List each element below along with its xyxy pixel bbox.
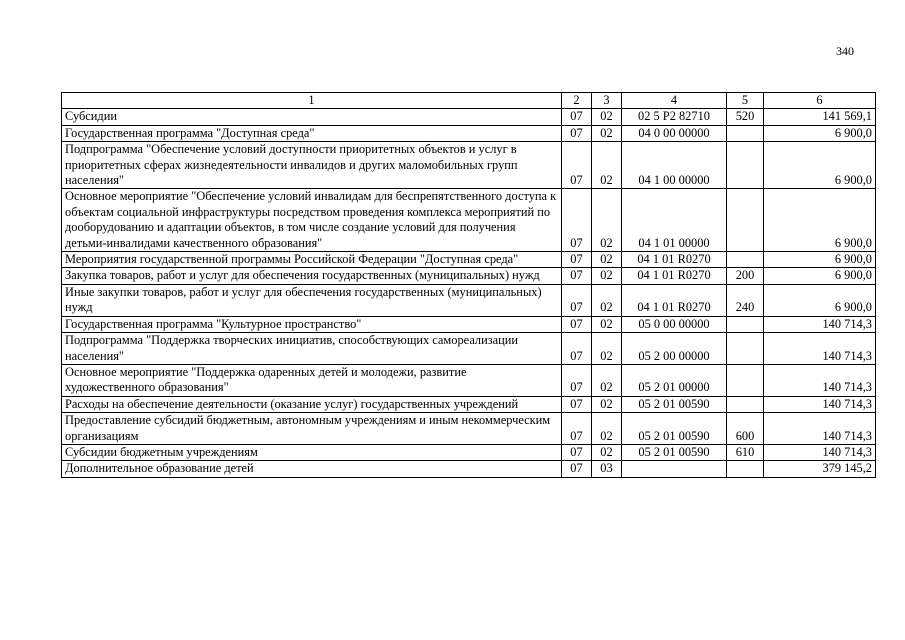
amount-cell: 140 714,3 bbox=[764, 444, 876, 460]
expense-type-cell bbox=[727, 364, 764, 396]
table-row bbox=[62, 284, 876, 316]
item-name-cell: Основное мероприятие "Обеспечение условий инвалидам для беспрепятственного доступа к объектам социальной инфраструктуры посредством проведения комплекса мероприятий по дооборудованию и адаптации объектов, в том числе создание условий для получения детьми-инвалидами качественного образования" bbox=[62, 189, 562, 252]
subsection-cell: 02 bbox=[592, 125, 622, 141]
section-cell: 07 bbox=[562, 125, 592, 141]
column-header: 4 bbox=[622, 93, 727, 109]
column-header: 5 bbox=[727, 93, 764, 109]
table-row bbox=[62, 252, 876, 268]
expense-type-cell bbox=[727, 396, 764, 412]
subsection-cell: 02 bbox=[592, 413, 622, 445]
target-code-cell: 02 5 P2 82710 bbox=[622, 109, 727, 125]
expense-type-cell bbox=[727, 252, 764, 268]
section-cell: 07 bbox=[562, 364, 592, 396]
amount-cell: 140 714,3 bbox=[764, 333, 876, 365]
item-name-cell: Подпрограмма "Поддержка творческих инициатив, способствующих самореализации населения" bbox=[62, 333, 562, 365]
target-code-cell: 04 1 01 R0270 bbox=[622, 284, 727, 316]
amount-cell: 379 145,2 bbox=[764, 461, 876, 477]
amount-cell: 6 900,0 bbox=[764, 284, 876, 316]
target-code-cell: 04 1 01 R0270 bbox=[622, 268, 727, 284]
section-cell: 07 bbox=[562, 316, 592, 332]
section-cell: 07 bbox=[562, 189, 592, 252]
subsection-cell: 02 bbox=[592, 396, 622, 412]
item-name-cell: Основное мероприятие "Поддержка одаренных детей и молодежи, развитие художественного образования" bbox=[62, 364, 562, 396]
table-header-row bbox=[62, 93, 876, 109]
table-row bbox=[62, 125, 876, 141]
amount-cell: 141 569,1 bbox=[764, 109, 876, 125]
column-header: 3 bbox=[592, 93, 622, 109]
subsection-cell: 02 bbox=[592, 109, 622, 125]
amount-cell: 6 900,0 bbox=[764, 189, 876, 252]
expense-type-cell bbox=[727, 189, 764, 252]
expense-type-cell: 600 bbox=[727, 413, 764, 445]
table-row bbox=[62, 461, 876, 477]
expense-type-cell: 610 bbox=[727, 444, 764, 460]
subsection-cell: 02 bbox=[592, 268, 622, 284]
table-row bbox=[62, 396, 876, 412]
expense-type-cell bbox=[727, 316, 764, 332]
column-header: 6 bbox=[764, 93, 876, 109]
target-code-cell: 05 2 01 00590 bbox=[622, 396, 727, 412]
section-cell: 07 bbox=[562, 461, 592, 477]
item-name-cell: Закупка товаров, работ и услуг для обеспечения государственных (муниципальных) нужд bbox=[62, 268, 562, 284]
expense-type-cell: 240 bbox=[727, 284, 764, 316]
column-header: 1 bbox=[62, 93, 562, 109]
subsection-cell: 02 bbox=[592, 316, 622, 332]
subsection-cell: 02 bbox=[592, 364, 622, 396]
table-row bbox=[62, 109, 876, 125]
section-cell: 07 bbox=[562, 268, 592, 284]
subsection-cell: 03 bbox=[592, 461, 622, 477]
target-code-cell: 05 2 01 00000 bbox=[622, 364, 727, 396]
subsection-cell: 02 bbox=[592, 333, 622, 365]
section-cell: 07 bbox=[562, 284, 592, 316]
section-cell: 07 bbox=[562, 333, 592, 365]
section-cell: 07 bbox=[562, 252, 592, 268]
item-name-cell: Расходы на обеспечение деятельности (оказание услуг) государственных учреждений bbox=[62, 396, 562, 412]
table-row bbox=[62, 142, 876, 189]
subsection-cell: 02 bbox=[592, 189, 622, 252]
item-name-cell: Иные закупки товаров, работ и услуг для обеспечения государственных (муниципальных) нужд bbox=[62, 284, 562, 316]
amount-cell: 140 714,3 bbox=[764, 316, 876, 332]
expense-type-cell: 200 bbox=[727, 268, 764, 284]
item-name-cell: Подпрограмма "Обеспечение условий доступности приоритетных объектов и услуг в приоритетных сферах жизнедеятельности инвалидов и других маломобильных групп населения" bbox=[62, 142, 562, 189]
item-name-cell: Дополнительное образование детей bbox=[62, 461, 562, 477]
section-cell: 07 bbox=[562, 396, 592, 412]
subsection-cell: 02 bbox=[592, 142, 622, 189]
expense-type-cell bbox=[727, 333, 764, 365]
item-name-cell: Мероприятия государственной программы Российской Федерации "Доступная среда" bbox=[62, 252, 562, 268]
table-row bbox=[62, 413, 876, 445]
table-row bbox=[62, 364, 876, 396]
budget-table bbox=[61, 92, 876, 478]
table-row bbox=[62, 444, 876, 460]
table-row bbox=[62, 333, 876, 365]
target-code-cell bbox=[622, 461, 727, 477]
amount-cell: 140 714,3 bbox=[764, 396, 876, 412]
amount-cell: 6 900,0 bbox=[764, 125, 876, 141]
target-code-cell: 04 1 00 00000 bbox=[622, 142, 727, 189]
item-name-cell: Субсидии bbox=[62, 109, 562, 125]
section-cell: 07 bbox=[562, 142, 592, 189]
expense-type-cell bbox=[727, 142, 764, 189]
subsection-cell: 02 bbox=[592, 284, 622, 316]
target-code-cell: 05 2 01 00590 bbox=[622, 444, 727, 460]
amount-cell: 6 900,0 bbox=[764, 268, 876, 284]
subsection-cell: 02 bbox=[592, 252, 622, 268]
item-name-cell: Предоставление субсидий бюджетным, автономным учреждениям и иным некоммерческим организациям bbox=[62, 413, 562, 445]
item-name-cell: Государственная программа "Доступная среда" bbox=[62, 125, 562, 141]
expense-type-cell bbox=[727, 125, 764, 141]
section-cell: 07 bbox=[562, 444, 592, 460]
target-code-cell: 05 2 00 00000 bbox=[622, 333, 727, 365]
target-code-cell: 04 0 00 00000 bbox=[622, 125, 727, 141]
amount-cell: 6 900,0 bbox=[764, 142, 876, 189]
section-cell: 07 bbox=[562, 413, 592, 445]
table-row bbox=[62, 189, 876, 252]
target-code-cell: 04 1 01 R0270 bbox=[622, 252, 727, 268]
target-code-cell: 05 2 01 00590 bbox=[622, 413, 727, 445]
column-header: 2 bbox=[562, 93, 592, 109]
amount-cell: 6 900,0 bbox=[764, 252, 876, 268]
table-row bbox=[62, 268, 876, 284]
expense-type-cell bbox=[727, 461, 764, 477]
target-code-cell: 04 1 01 00000 bbox=[622, 189, 727, 252]
item-name-cell: Субсидии бюджетным учреждениям bbox=[62, 444, 562, 460]
section-cell: 07 bbox=[562, 109, 592, 125]
target-code-cell: 05 0 00 00000 bbox=[622, 316, 727, 332]
item-name-cell: Государственная программа "Культурное пространство" bbox=[62, 316, 562, 332]
page-number: 340 bbox=[836, 44, 854, 58]
amount-cell: 140 714,3 bbox=[764, 364, 876, 396]
amount-cell: 140 714,3 bbox=[764, 413, 876, 445]
subsection-cell: 02 bbox=[592, 444, 622, 460]
table-row bbox=[62, 316, 876, 332]
expense-type-cell: 520 bbox=[727, 109, 764, 125]
